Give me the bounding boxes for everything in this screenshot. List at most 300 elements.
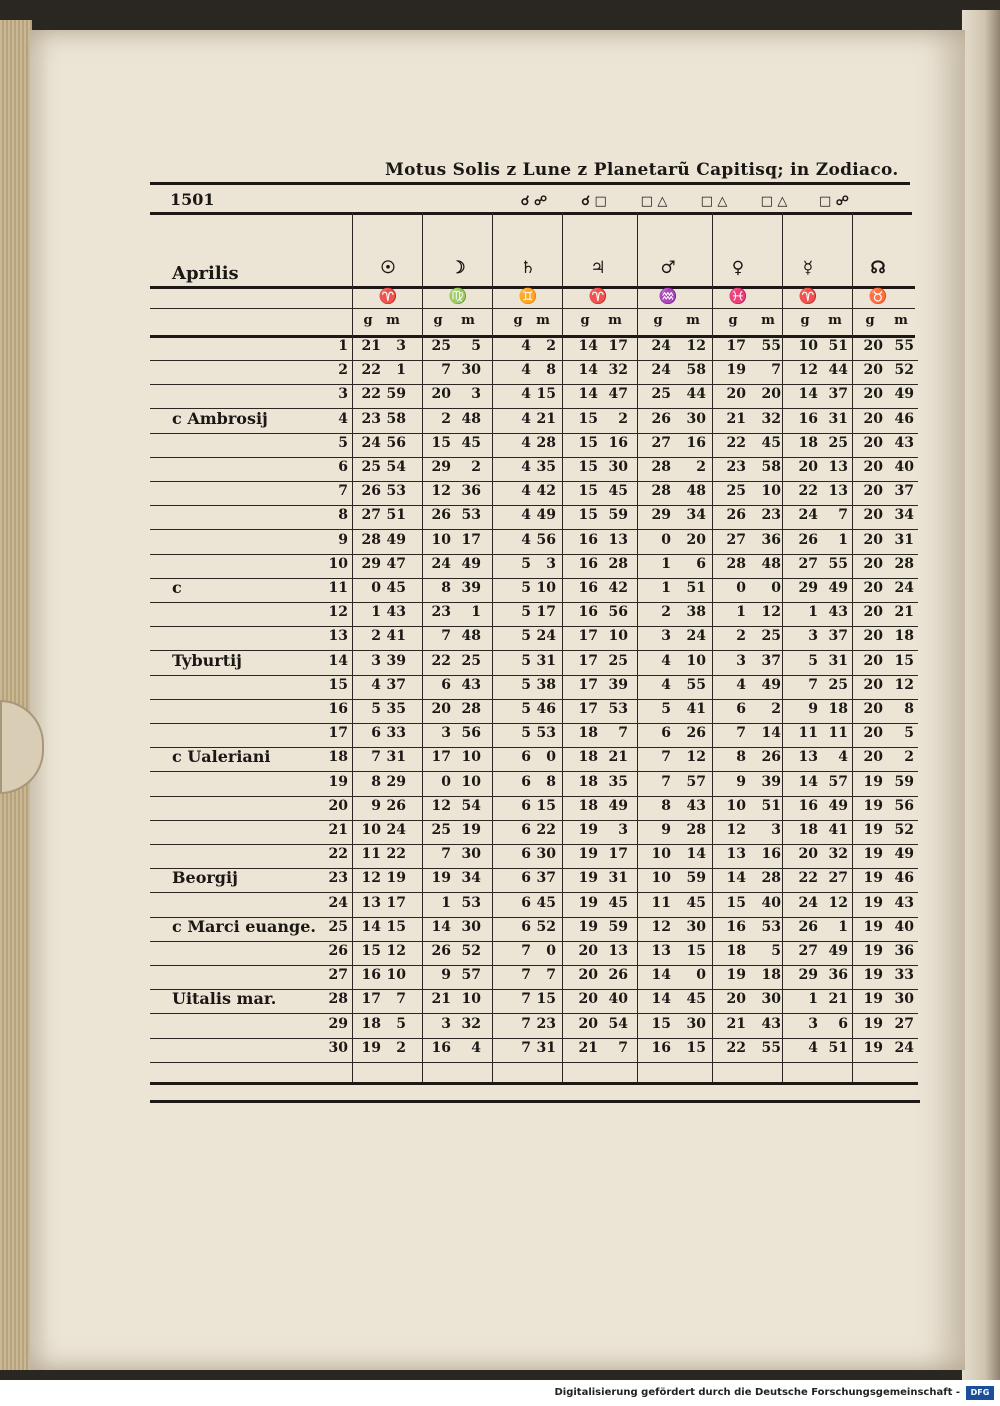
table-cell: 17 bbox=[361, 991, 381, 1008]
table-cell: 2 bbox=[661, 604, 671, 621]
table-cell: 19 bbox=[863, 967, 883, 984]
table-row bbox=[0, 507, 914, 531]
day-number: 11 bbox=[328, 580, 348, 596]
table-cell: 19 bbox=[863, 918, 883, 935]
table-cell: 20 bbox=[863, 507, 883, 524]
table-cell: 54 bbox=[608, 1015, 628, 1032]
table-cell: 16 bbox=[431, 1039, 451, 1056]
table-cell: 33 bbox=[386, 725, 406, 742]
table-cell: 7 bbox=[441, 846, 451, 863]
table-cell: 4 bbox=[471, 1039, 481, 1056]
table-cell: 37 bbox=[386, 676, 406, 693]
page-title: Motus Solis z Lune z Planetarũ Capitisq; in Zodiaco. bbox=[385, 160, 899, 180]
zodiac-sign: ♉ bbox=[868, 287, 888, 305]
table-cell: 1 bbox=[661, 555, 671, 572]
table-cell: 19 bbox=[578, 894, 598, 911]
table-cell: 19 bbox=[863, 870, 883, 887]
table-cell: 49 bbox=[761, 676, 781, 693]
table-cell: 30 bbox=[686, 410, 706, 427]
table-cell: 59 bbox=[608, 918, 628, 935]
table-cell: 39 bbox=[386, 652, 406, 669]
table-cell: 29 bbox=[651, 507, 671, 524]
day-number: 6 bbox=[338, 459, 348, 475]
unit-label: g bbox=[363, 313, 373, 328]
unit-label: g bbox=[513, 313, 523, 328]
table-cell: 27 bbox=[726, 531, 746, 548]
table-cell: 16 bbox=[798, 797, 818, 814]
table-cell: 3 bbox=[808, 1015, 818, 1032]
table-cell: 18 bbox=[761, 967, 781, 984]
day-number: 27 bbox=[328, 967, 348, 984]
row-rule bbox=[150, 1013, 918, 1014]
table-cell: 6 bbox=[521, 797, 531, 814]
table-cell: 3 bbox=[396, 338, 406, 354]
table-cell: 6 bbox=[371, 725, 381, 742]
table-cell: 16 bbox=[686, 434, 706, 451]
table-cell: 31 bbox=[536, 1039, 556, 1056]
table-cell: 13 bbox=[798, 749, 818, 766]
table-cell: 45 bbox=[686, 894, 706, 911]
table-row bbox=[0, 822, 914, 846]
table-cell: 37 bbox=[828, 386, 848, 403]
table-cell: 27 bbox=[798, 555, 818, 572]
table-cell: 44 bbox=[686, 386, 706, 403]
table-cell: 53 bbox=[608, 701, 628, 717]
table-cell: 22 bbox=[361, 362, 381, 379]
table-cell: 5 bbox=[521, 725, 531, 742]
table-cell: 25 bbox=[361, 459, 381, 475]
table-cell: 42 bbox=[608, 580, 628, 596]
table-cell: 16 bbox=[578, 604, 598, 621]
table-cell: 8 bbox=[371, 773, 381, 790]
column-rule bbox=[637, 212, 638, 1082]
table-cell: 31 bbox=[894, 531, 914, 548]
table-cell: 13 bbox=[828, 483, 848, 500]
table-row bbox=[0, 650, 914, 677]
table-cell: 27 bbox=[894, 1015, 914, 1032]
table-cell: 30 bbox=[686, 1015, 706, 1032]
table-cell: 46 bbox=[894, 410, 914, 427]
table-cell: 5 bbox=[521, 676, 531, 693]
table-cell: 47 bbox=[608, 386, 628, 403]
unit-label: m bbox=[386, 313, 400, 328]
table-cell: 53 bbox=[761, 918, 781, 935]
table-cell: 6 bbox=[521, 846, 531, 863]
table-cell: 43 bbox=[386, 604, 406, 621]
table-cell: 33 bbox=[894, 967, 914, 984]
table-cell: 49 bbox=[386, 531, 406, 548]
table-cell: 37 bbox=[761, 652, 781, 669]
column-rule bbox=[852, 212, 853, 1082]
table-cell: 17 bbox=[726, 338, 746, 354]
table-row bbox=[0, 580, 914, 604]
row-rule bbox=[150, 868, 918, 869]
table-cell: 20 bbox=[863, 749, 883, 766]
table-cell: 7 bbox=[521, 1039, 531, 1056]
row-rule bbox=[150, 481, 918, 482]
table-cell: 4 bbox=[521, 459, 531, 475]
table-cell: 23 bbox=[536, 1015, 556, 1032]
planet-symbol: ♂ bbox=[660, 258, 676, 278]
table-cell: 39 bbox=[761, 773, 781, 790]
table-cell: 36 bbox=[828, 967, 848, 984]
table-cell: 46 bbox=[894, 870, 914, 887]
table-cell: 20 bbox=[578, 943, 598, 959]
table-cell: 21 bbox=[578, 1039, 598, 1056]
table-cell: 17 bbox=[386, 894, 406, 911]
table-row bbox=[0, 459, 914, 483]
unit-label: m bbox=[608, 313, 622, 328]
table-cell: 3 bbox=[441, 1015, 451, 1032]
table-cell: 58 bbox=[761, 459, 781, 475]
planet-symbol: ♀ bbox=[731, 258, 745, 278]
table-cell: 24 bbox=[651, 338, 671, 354]
day-number: 25 bbox=[328, 918, 348, 935]
table-row bbox=[0, 408, 914, 435]
table-cell: 34 bbox=[686, 507, 706, 524]
table-cell: 3 bbox=[441, 725, 451, 742]
table-cell: 26 bbox=[431, 943, 451, 959]
table-cell: 51 bbox=[686, 580, 706, 596]
table-cell: 19 bbox=[863, 991, 883, 1008]
table-cell: 17 bbox=[578, 701, 598, 717]
table-cell: 40 bbox=[894, 459, 914, 475]
table-cell: 11 bbox=[651, 894, 671, 911]
table-cell: 41 bbox=[686, 701, 706, 717]
table-cell: 13 bbox=[608, 531, 628, 548]
table-cell: 16 bbox=[578, 555, 598, 572]
zodiac-sign: ♊ bbox=[518, 287, 538, 305]
table-cell: 49 bbox=[828, 943, 848, 959]
table-cell: 9 bbox=[661, 822, 671, 838]
table-cell: 15 bbox=[578, 459, 598, 475]
table-cell: 20 bbox=[863, 676, 883, 693]
table-cell: 18 bbox=[578, 797, 598, 814]
table-cell: 21 bbox=[608, 749, 628, 766]
table-cell: 20 bbox=[578, 967, 598, 984]
rule bbox=[150, 182, 910, 185]
table-cell: 22 bbox=[726, 1039, 746, 1056]
unit-label: g bbox=[433, 313, 443, 328]
day-number: 16 bbox=[328, 701, 348, 717]
row-rule bbox=[150, 675, 918, 676]
table-cell: 20 bbox=[863, 725, 883, 742]
table-cell: 30 bbox=[461, 918, 481, 935]
table-cell: 12 bbox=[386, 943, 406, 959]
table-cell: 18 bbox=[578, 725, 598, 742]
table-cell: 1 bbox=[808, 991, 818, 1008]
table-cell: 26 bbox=[651, 410, 671, 427]
table-cell: 56 bbox=[536, 531, 556, 548]
table-cell: 9 bbox=[441, 967, 451, 984]
table-cell: 3 bbox=[618, 822, 628, 838]
table-cell: 54 bbox=[461, 797, 481, 814]
feast-label: Uitalis mar. bbox=[172, 989, 277, 1009]
table-cell: 2 bbox=[618, 410, 628, 427]
table-cell: 21 bbox=[726, 1015, 746, 1032]
table-cell: 24 bbox=[798, 507, 818, 524]
table-cell: 43 bbox=[828, 604, 848, 621]
table-cell: 32 bbox=[828, 846, 848, 863]
table-cell: 15 bbox=[894, 652, 914, 669]
table-cell: 13 bbox=[361, 894, 381, 911]
table-cell: 45 bbox=[386, 580, 406, 596]
table-cell: 30 bbox=[461, 362, 481, 379]
table-cell: 48 bbox=[461, 628, 481, 645]
table-cell: 8 bbox=[546, 362, 556, 379]
table-cell: 2 bbox=[771, 701, 781, 717]
unit-label: m bbox=[761, 313, 775, 328]
table-cell: 30 bbox=[686, 918, 706, 935]
table-cell: 9 bbox=[808, 701, 818, 717]
table-cell: 5 bbox=[521, 628, 531, 645]
table-cell: 12 bbox=[431, 483, 451, 500]
table-cell: 15 bbox=[536, 797, 556, 814]
table-row bbox=[0, 628, 914, 652]
table-cell: 25 bbox=[828, 434, 848, 451]
table-cell: 45 bbox=[461, 434, 481, 451]
table-cell: 18 bbox=[578, 749, 598, 766]
table-cell: 25 bbox=[461, 652, 481, 669]
table-cell: 10 bbox=[608, 628, 628, 645]
table-cell: 0 bbox=[546, 749, 556, 766]
table-cell: 0 bbox=[696, 967, 706, 984]
feast-label: c bbox=[172, 578, 182, 597]
table-cell: 25 bbox=[651, 386, 671, 403]
planet-symbol: ♃ bbox=[590, 258, 606, 278]
table-cell: 52 bbox=[461, 943, 481, 959]
table-row bbox=[0, 604, 914, 628]
unit-label: m bbox=[536, 313, 550, 328]
table-cell: 1 bbox=[396, 362, 406, 379]
table-cell: 15 bbox=[651, 1015, 671, 1032]
table-cell: 19 bbox=[578, 846, 598, 863]
table-cell: 6 bbox=[521, 894, 531, 911]
table-row bbox=[0, 1015, 914, 1040]
row-rule bbox=[150, 602, 918, 603]
table-cell: 4 bbox=[521, 410, 531, 427]
table-cell: 58 bbox=[686, 362, 706, 379]
footer-bar bbox=[0, 1380, 1000, 1406]
table-cell: 2 bbox=[396, 1039, 406, 1056]
table-cell: 26 bbox=[361, 483, 381, 500]
table-cell: 49 bbox=[536, 507, 556, 524]
table-cell: 13 bbox=[726, 846, 746, 863]
table-cell: 20 bbox=[761, 386, 781, 403]
day-number: 13 bbox=[328, 628, 348, 645]
table-cell: 32 bbox=[608, 362, 628, 379]
table-cell: 17 bbox=[431, 749, 451, 766]
table-cell: 19 bbox=[863, 846, 883, 863]
table-cell: 42 bbox=[536, 483, 556, 500]
table-cell: 7 bbox=[808, 676, 818, 693]
table-cell: 49 bbox=[894, 386, 914, 403]
table-cell: 9 bbox=[736, 773, 746, 790]
table-cell: 7 bbox=[396, 991, 406, 1008]
table-cell: 19 bbox=[863, 894, 883, 911]
table-cell: 3 bbox=[661, 628, 671, 645]
table-row bbox=[0, 386, 914, 410]
table-cell: 20 bbox=[863, 701, 883, 717]
dfg-logo: DFG bbox=[966, 1386, 994, 1400]
table-cell: 7 bbox=[521, 991, 531, 1008]
table-cell: 4 bbox=[521, 507, 531, 524]
row-rule bbox=[150, 626, 918, 627]
table-cell: 3 bbox=[771, 822, 781, 838]
table-cell: 27 bbox=[651, 434, 671, 451]
table-cell: 20 bbox=[863, 434, 883, 451]
table-cell: 20 bbox=[431, 386, 451, 403]
table-cell: 28 bbox=[651, 459, 671, 475]
table-cell: 59 bbox=[686, 870, 706, 887]
table-cell: 21 bbox=[361, 338, 381, 354]
table-cell: 0 bbox=[546, 943, 556, 959]
table-cell: 20 bbox=[798, 846, 818, 863]
table-cell: 56 bbox=[386, 434, 406, 451]
table-cell: 28 bbox=[651, 483, 671, 500]
table-row bbox=[0, 1039, 914, 1064]
table-cell: 5 bbox=[521, 604, 531, 621]
table-cell: 19 bbox=[361, 1039, 381, 1056]
table-cell: 26 bbox=[761, 749, 781, 766]
table-cell: 47 bbox=[386, 555, 406, 572]
day-number: 9 bbox=[338, 531, 348, 548]
table-row bbox=[0, 894, 914, 919]
table-cell: 18 bbox=[578, 773, 598, 790]
table-cell: 16 bbox=[578, 531, 598, 548]
table-cell: 20 bbox=[578, 1015, 598, 1032]
feast-label: c Marci euange. bbox=[172, 916, 316, 936]
table-cell: 17 bbox=[461, 531, 481, 548]
table-cell: 20 bbox=[863, 459, 883, 475]
table-cell: 16 bbox=[726, 918, 746, 935]
table-cell: 10 bbox=[461, 773, 481, 790]
table-cell: 26 bbox=[686, 725, 706, 742]
aspect-cell: □ △ bbox=[700, 194, 728, 209]
row-rule bbox=[150, 578, 918, 579]
table-cell: 17 bbox=[608, 846, 628, 863]
table-cell: 16 bbox=[361, 967, 381, 984]
feast-label: c Ambrosij bbox=[172, 408, 268, 428]
table-row bbox=[0, 749, 914, 773]
table-cell: 7 bbox=[441, 628, 451, 645]
table-row bbox=[0, 846, 914, 870]
table-cell: 3 bbox=[736, 652, 746, 669]
table-cell: 6 bbox=[736, 701, 746, 717]
table-cell: 40 bbox=[608, 991, 628, 1008]
zodiac-sign: ♈ bbox=[588, 287, 608, 305]
table-cell: 10 bbox=[761, 483, 781, 500]
day-number: 5 bbox=[338, 434, 348, 451]
table-row bbox=[0, 991, 914, 1015]
table-cell: 59 bbox=[386, 386, 406, 403]
table-cell: 20 bbox=[863, 628, 883, 645]
table-cell: 9 bbox=[371, 797, 381, 814]
table-cell: 20 bbox=[863, 483, 883, 500]
table-cell: 12 bbox=[726, 822, 746, 838]
table-cell: 4 bbox=[838, 749, 848, 766]
table-cell: 58 bbox=[386, 410, 406, 427]
table-cell: 43 bbox=[894, 434, 914, 451]
table-cell: 11 bbox=[798, 725, 818, 742]
table-cell: 52 bbox=[894, 362, 914, 379]
table-cell: 4 bbox=[521, 483, 531, 500]
table-cell: 16 bbox=[608, 434, 628, 451]
table-cell: 30 bbox=[461, 846, 481, 863]
row-rule bbox=[150, 941, 918, 942]
table-cell: 19 bbox=[863, 822, 883, 838]
table-cell: 12 bbox=[686, 338, 706, 354]
table-cell: 20 bbox=[863, 338, 883, 354]
column-rule bbox=[712, 212, 713, 1082]
table-cell: 30 bbox=[894, 991, 914, 1008]
table-cell: 52 bbox=[536, 918, 556, 935]
table-cell: 6 bbox=[838, 1015, 848, 1032]
table-cell: 26 bbox=[726, 507, 746, 524]
table-row bbox=[0, 362, 914, 386]
table-cell: 31 bbox=[386, 749, 406, 766]
table-cell: 35 bbox=[386, 701, 406, 717]
table-cell: 14 bbox=[361, 918, 381, 935]
table-cell: 10 bbox=[536, 580, 556, 596]
table-cell: 31 bbox=[608, 870, 628, 887]
table-cell: 22 bbox=[798, 483, 818, 500]
table-cell: 4 bbox=[661, 652, 671, 669]
zodiac-sign: ♈ bbox=[378, 287, 398, 305]
table-cell: 21 bbox=[828, 991, 848, 1008]
unit-label: m bbox=[686, 313, 700, 328]
table-cell: 29 bbox=[361, 555, 381, 572]
table-cell: 28 bbox=[461, 701, 481, 717]
rule bbox=[150, 1082, 918, 1085]
table-cell: 20 bbox=[863, 580, 883, 596]
table-cell: 12 bbox=[651, 918, 671, 935]
table-cell: 24 bbox=[686, 628, 706, 645]
table-cell: 46 bbox=[536, 701, 556, 717]
table-cell: 6 bbox=[521, 749, 531, 766]
table-cell: 18 bbox=[361, 1015, 381, 1032]
row-rule bbox=[150, 554, 918, 555]
table-cell: 22 bbox=[361, 386, 381, 403]
table-cell: 5 bbox=[371, 701, 381, 717]
day-number: 10 bbox=[328, 555, 348, 572]
table-cell: 7 bbox=[661, 773, 671, 790]
unit-label: g bbox=[728, 313, 738, 328]
table-cell: 4 bbox=[521, 434, 531, 451]
table-cell: 14 bbox=[686, 846, 706, 863]
table-cell: 34 bbox=[894, 507, 914, 524]
table-cell: 19 bbox=[863, 943, 883, 959]
aspect-cell: ☌ □ bbox=[581, 194, 607, 209]
table-row bbox=[0, 483, 914, 507]
table-cell: 13 bbox=[651, 943, 671, 959]
table-cell: 17 bbox=[578, 628, 598, 645]
table-cell: 45 bbox=[608, 894, 628, 911]
table-cell: 29 bbox=[386, 773, 406, 790]
table-cell: 15 bbox=[536, 991, 556, 1008]
table-cell: 12 bbox=[828, 894, 848, 911]
table-cell: 4 bbox=[521, 338, 531, 354]
table-cell: 17 bbox=[578, 652, 598, 669]
planet-symbol: ☽ bbox=[450, 258, 466, 278]
table-cell: 29 bbox=[798, 967, 818, 984]
table-cell: 19 bbox=[461, 822, 481, 838]
table-cell: 7 bbox=[441, 362, 451, 379]
table-cell: 41 bbox=[828, 822, 848, 838]
planet-symbol: ♄ bbox=[520, 258, 536, 278]
table-cell: 10 bbox=[361, 822, 381, 838]
rule bbox=[150, 212, 912, 215]
